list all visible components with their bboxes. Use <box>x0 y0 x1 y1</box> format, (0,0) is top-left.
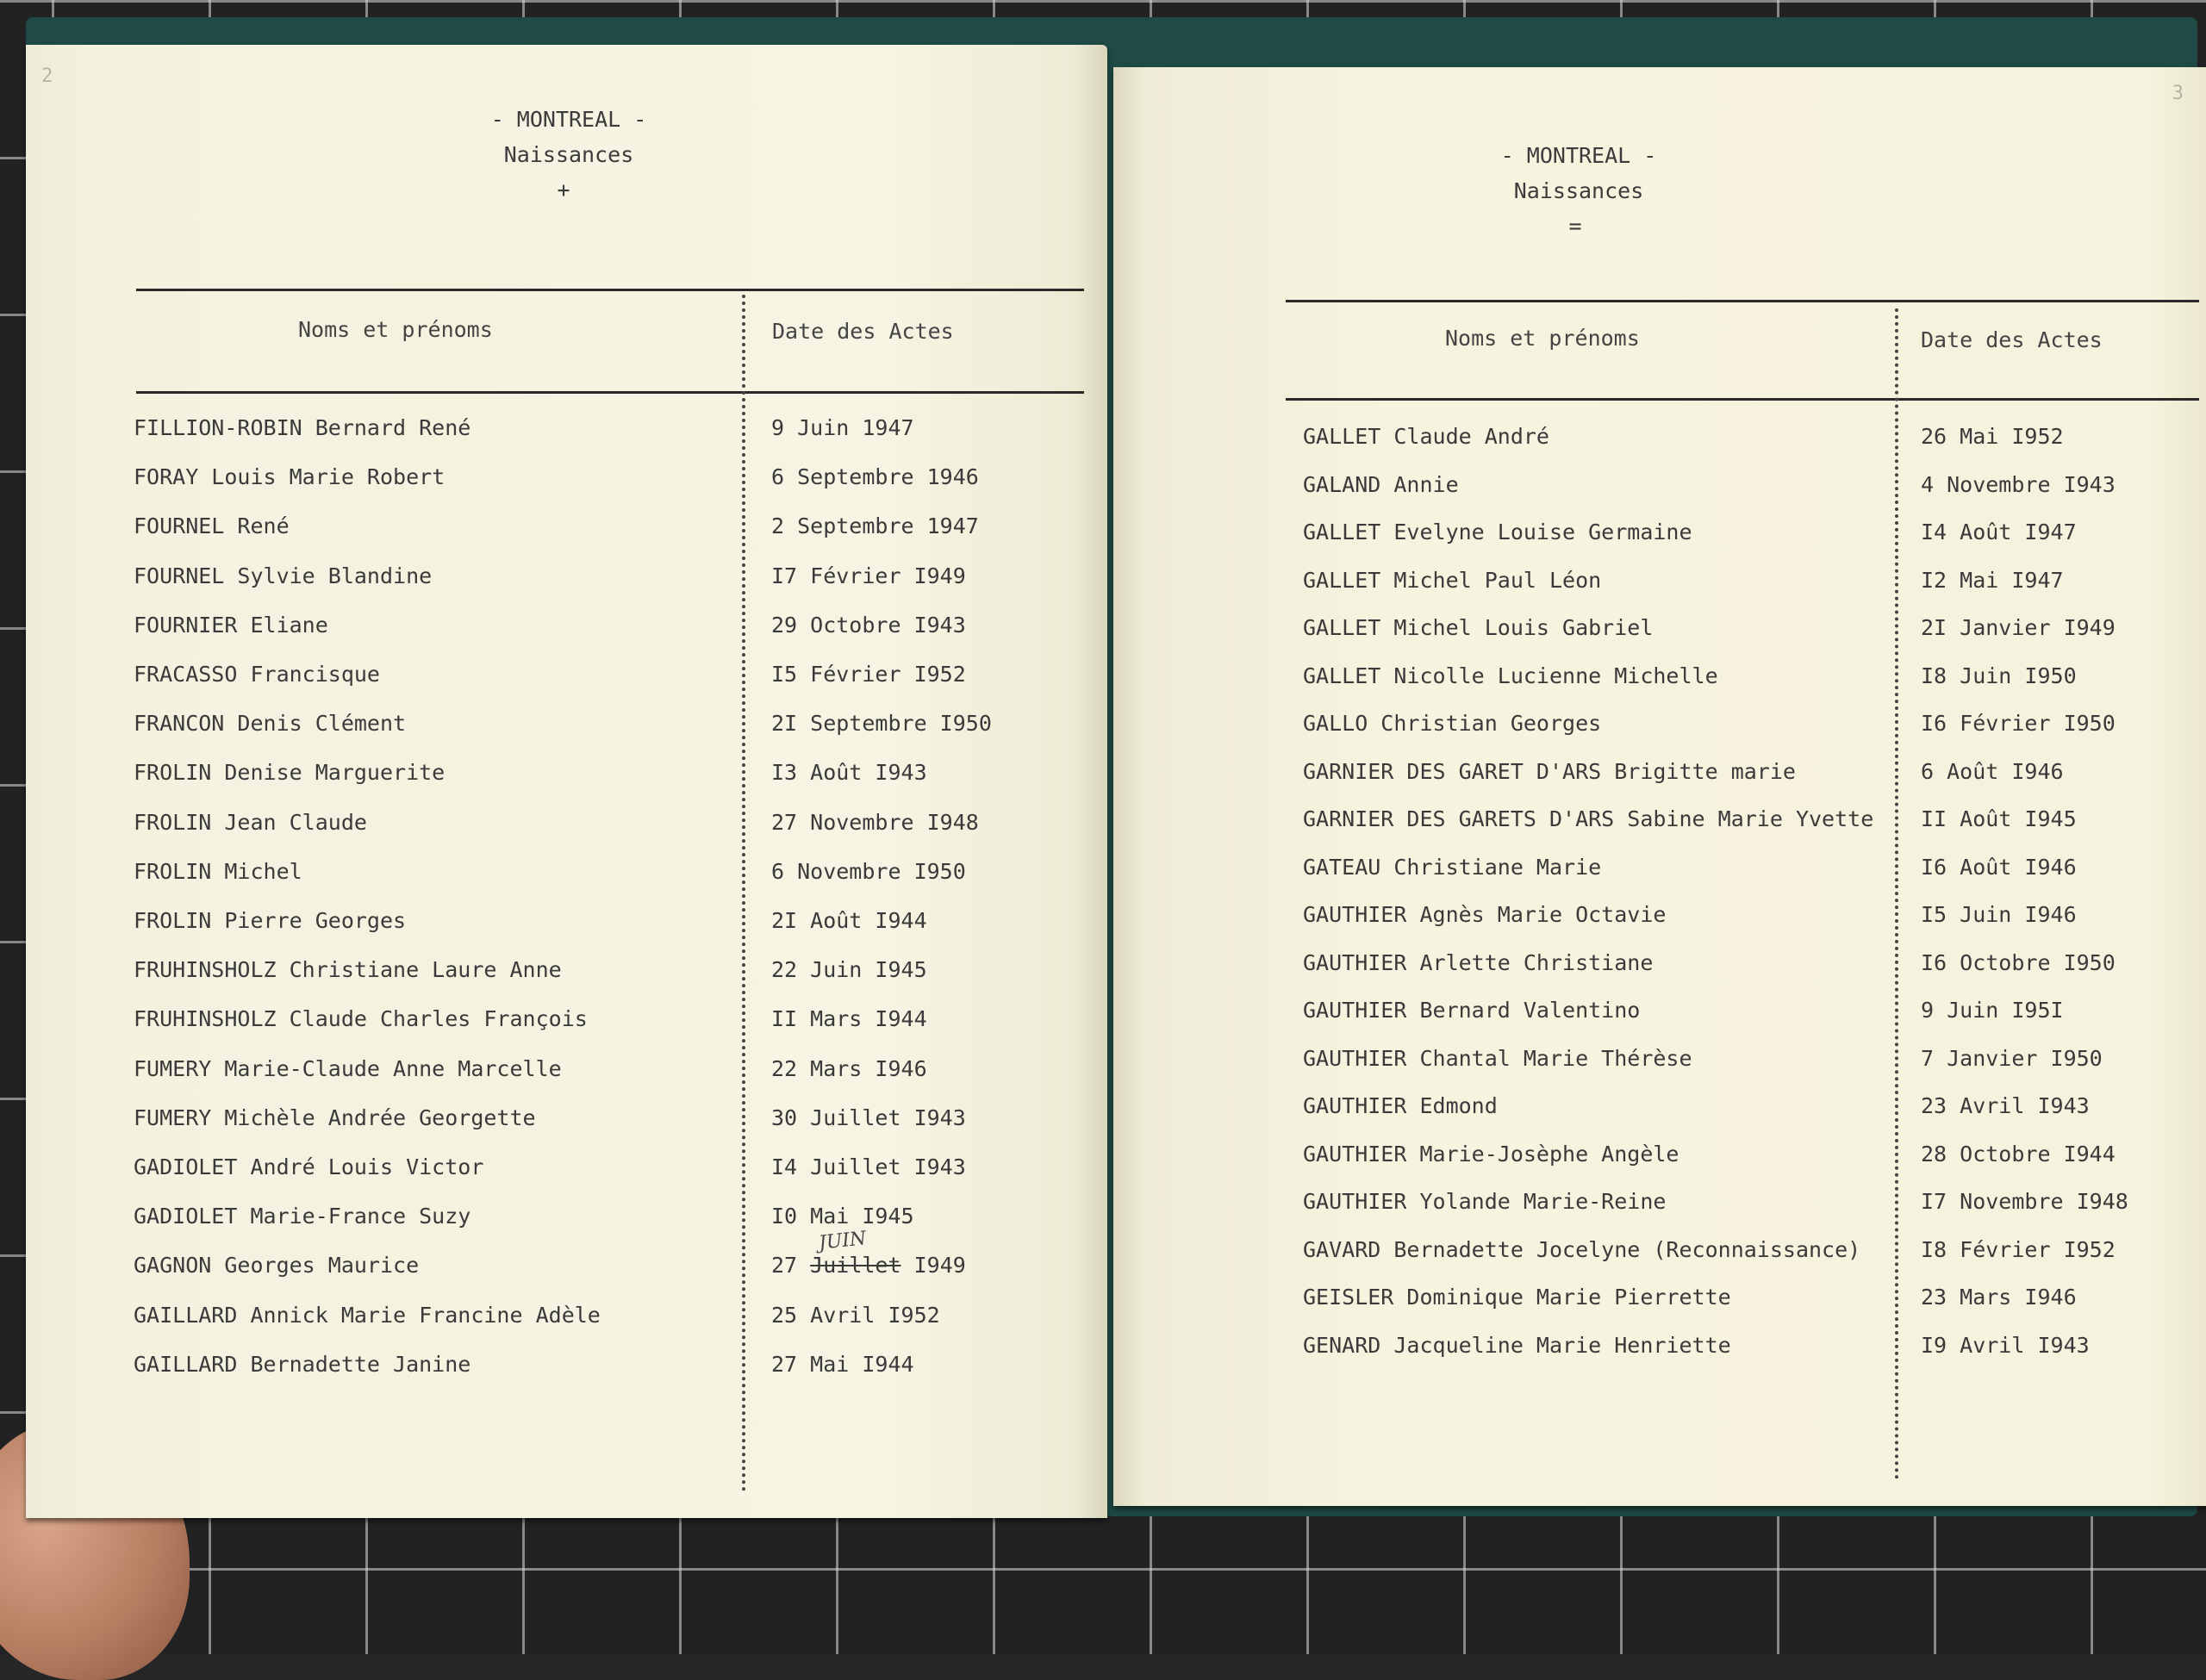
column-header-names: Noms et prénoms <box>1445 326 1640 351</box>
record-date <box>771 1228 966 1279</box>
left-page-number: 2 <box>41 65 53 87</box>
record-date: I8 Février I952 <box>1921 1236 2116 1262</box>
record-name: FORAY Louis Marie Robert <box>134 464 446 490</box>
record-name: GAUTHIER Marie-Josèphe Angèle <box>1303 1141 1679 1167</box>
column-header-dates: Date des Actes <box>772 319 954 344</box>
left-page-header <box>388 102 750 208</box>
record-name: FROLIN Denise Marguerite <box>134 760 446 786</box>
record-date: 25 Avril I952 <box>771 1302 940 1328</box>
record-name: GEISLER Dominique Marie Pierrette <box>1303 1285 1731 1310</box>
date-year: I949 <box>913 1253 966 1279</box>
record-name: GARNIER DES GARET D'ARS Brigitte marie <box>1303 758 1796 784</box>
record-name: GAUTHIER Arlette Christiane <box>1303 949 1654 975</box>
record-name: FRUHINSHOLZ Christiane Laure Anne <box>134 957 562 983</box>
record-name: FUMERY Michèle Andrée Georgette <box>134 1104 536 1130</box>
record-date: 2 Septembre 1947 <box>771 513 979 539</box>
record-date: 2I Août I944 <box>771 908 927 933</box>
record-name: GARNIER DES GARETS D'ARS Sabine Marie Yvette <box>1303 806 1874 831</box>
register-subtitle: Naissances <box>1513 178 1644 203</box>
record-name: GAILLARD Annick Marie Francine Adèle <box>134 1302 601 1328</box>
record-name: GAUTHIER Edmond <box>1303 1093 1498 1118</box>
header-mark: = <box>1568 214 1582 239</box>
record-date: II Août I945 <box>1921 806 2077 831</box>
table-header-rule <box>136 391 1084 394</box>
record-date: I5 Février I952 <box>771 662 966 687</box>
record-name: GAUTHIER Yolande Marie-Reine <box>1303 1189 1667 1214</box>
record-name: GATEAU Christiane Marie <box>1303 854 1602 880</box>
record-date: 7 Janvier I950 <box>1921 1045 2103 1071</box>
record-date: I8 Juin I950 <box>1921 663 2077 688</box>
record-name: FILLION-ROBIN Bernard René <box>134 415 471 440</box>
record-name: GAUTHIER Agnès Marie Octavie <box>1303 902 1667 927</box>
record-name: GAILLARD Bernadette Janine <box>134 1351 471 1377</box>
record-name: FRACASSO Francisque <box>134 662 380 687</box>
record-name: GENARD Jacqueline Marie Henriette <box>1303 1332 1731 1358</box>
city-title: - MONTREAL - <box>490 107 647 132</box>
right-page-header <box>1398 138 1760 244</box>
record-name: FROLIN Pierre Georges <box>134 908 407 933</box>
table-top-rule <box>1286 300 2199 302</box>
record-name: FROLIN Michel <box>134 858 302 884</box>
record-date: 29 Octobre I943 <box>771 612 966 638</box>
record-date: 28 Octobre I944 <box>1921 1141 2116 1167</box>
column-header-dates: Date des Actes <box>1921 327 2103 352</box>
corrected-month <box>810 1228 901 1279</box>
record-name: GAVARD Bernadette Jocelyne (Reconnaissance) <box>1303 1236 1861 1262</box>
record-date: 22 Mars I946 <box>771 1055 927 1081</box>
record-date: I4 Juillet I943 <box>771 1154 966 1179</box>
record-date: I6 Octobre I950 <box>1921 949 2116 975</box>
record-name: FUMERY Marie-Claude Anne Marcelle <box>134 1055 562 1081</box>
book <box>26 17 2197 1516</box>
record-date: 30 Juillet I943 <box>771 1104 966 1130</box>
record-date: I9 Avril I943 <box>1921 1332 2090 1358</box>
record-name: FOURNEL René <box>134 513 290 539</box>
record-name: FRANCON Denis Clément <box>134 711 407 737</box>
struck-month: Juillet <box>810 1253 901 1279</box>
record-date: I7 Février I949 <box>771 563 966 588</box>
header-mark: + <box>557 177 570 202</box>
record-date: II Mars I944 <box>771 1006 927 1032</box>
record-date: 6 Août I946 <box>1921 758 2064 784</box>
record-name: GALLET Evelyne Louise Germaine <box>1303 520 1692 544</box>
record-name: FRUHINSHOLZ Claude Charles François <box>134 1006 588 1032</box>
record-date: 9 Juin 1947 <box>771 415 914 440</box>
record-name: GADIOLET Marie-France Suzy <box>134 1204 471 1229</box>
record-date: 23 Mars I946 <box>1921 1285 2077 1310</box>
column-header-names: Noms et prénoms <box>298 317 493 342</box>
record-name: GALLET Michel Paul Léon <box>1303 567 1602 593</box>
record-name: GALLET Michel Louis Gabriel <box>1303 615 1654 640</box>
handwritten-correction: JUIN <box>818 1228 868 1255</box>
record-name: GALLO Christian Georges <box>1303 711 1602 736</box>
record-name: FROLIN Jean Claude <box>134 809 367 835</box>
record-date: 26 Mai I952 <box>1921 424 2064 449</box>
right-page-number: 3 <box>2172 83 2184 104</box>
record-name: FOURNEL Sylvie Blandine <box>134 563 433 588</box>
right-page <box>1113 67 2206 1506</box>
record-name: GADIOLET André Louis Victor <box>134 1154 484 1179</box>
record-date: 22 Juin I945 <box>771 957 927 983</box>
table-top-rule <box>136 289 1084 291</box>
record-date: I6 Août I946 <box>1921 854 2077 880</box>
record-date: 27 Novembre I948 <box>771 809 979 835</box>
record-name: GALAND Annie <box>1303 471 1459 497</box>
record-date: 2I Septembre I950 <box>771 711 992 737</box>
record-date: 6 Septembre 1946 <box>771 464 979 490</box>
record-name: GAUTHIER Bernard Valentino <box>1303 998 1641 1023</box>
record-name: GALLET Claude André <box>1303 424 1549 449</box>
record-name: GAUTHIER Chantal Marie Thérèse <box>1303 1045 1692 1071</box>
record-name: FOURNIER Eliane <box>134 612 328 638</box>
record-date: I3 Août I943 <box>771 760 927 786</box>
date-day: 27 <box>771 1253 798 1279</box>
record-date: 23 Avril I943 <box>1921 1093 2090 1118</box>
city-title: - MONTREAL - <box>1500 143 1657 168</box>
record-date: 4 Novembre I943 <box>1921 471 2116 497</box>
column-separator <box>1895 308 1898 1480</box>
left-page <box>26 45 1107 1518</box>
record-date: 9 Juin I95I <box>1921 998 2064 1023</box>
column-separator <box>742 295 745 1492</box>
record-date: I7 Novembre I948 <box>1921 1189 2128 1214</box>
record-date: I5 Juin I946 <box>1921 902 2077 927</box>
record-date: 27 Mai I944 <box>771 1351 914 1377</box>
table-header-rule <box>1286 398 2199 401</box>
record-name: GAGNON Georges Maurice <box>134 1253 420 1279</box>
record-date: I2 Mai I947 <box>1921 567 2064 593</box>
record-name: GALLET Nicolle Lucienne Michelle <box>1303 663 1718 688</box>
record-date: 2I Janvier I949 <box>1921 615 2116 640</box>
record-date: 6 Novembre I950 <box>771 858 966 884</box>
register-subtitle: Naissances <box>503 142 634 167</box>
record-date: I0 Mai I945 <box>771 1204 914 1229</box>
record-date: I6 Février I950 <box>1921 711 2116 736</box>
record-date: I4 Août I947 <box>1921 520 2077 544</box>
